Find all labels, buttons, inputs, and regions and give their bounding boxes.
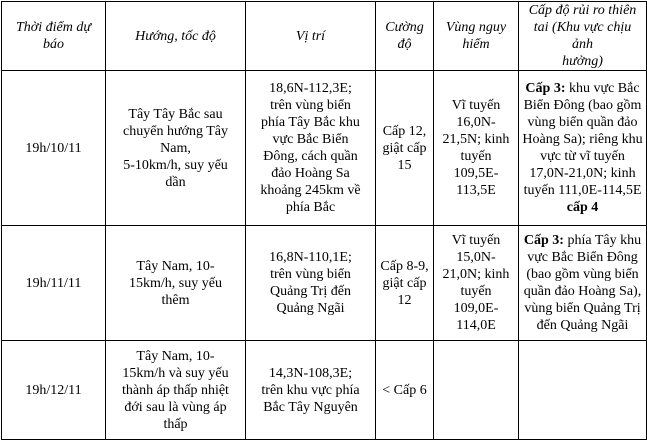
cell-risk bbox=[519, 226, 647, 341]
cell-position: 16,8N-110,1E; trên vùng biển Quảng Trị đến Quảng Ngãi bbox=[246, 226, 376, 341]
cell-direction: Tây Tây Bắc sau chuyển hướng Tây Nam, 5-10km/h, suy yếu dần bbox=[106, 71, 246, 226]
cell-position: 18,6N-112,3E; trên vùng biển phía Tây Bắc khu vực Bắc Biển Đông, cách quần đảo Hoàng Sa khoảng 245km về phía Bắc bbox=[246, 71, 376, 226]
cell-intensity: Cấp 8-9, giật cấp 12 bbox=[376, 226, 434, 341]
table-row bbox=[2, 71, 647, 226]
header-intensity: Cường độ bbox=[376, 2, 434, 71]
cell-danger-zone: Vĩ tuyến 15,0N- 21,0N; kinh tuyến 109,0E- 114,0E bbox=[434, 226, 519, 341]
risk-level-label: Cấp 3: bbox=[525, 81, 566, 96]
cell-time: 19h/11/11 bbox=[2, 226, 106, 341]
cell-danger-zone bbox=[434, 341, 519, 440]
risk-area-text: phía Tây khu vực Bắc Biển Đông (bao gồm vùng biển quần đảo Hoàng Sa), vùng biển Quảng Trị đến Quảng Ngãi bbox=[523, 233, 642, 333]
header-position: Vị trí bbox=[246, 2, 376, 71]
cell-danger-zone: Vĩ tuyến 16,0N- 21,5N; kinh tuyến 109,5E- 113,5E bbox=[434, 71, 519, 226]
risk-level-label: Cấp 3: bbox=[523, 233, 564, 248]
risk-level-label-secondary: cấp 4 bbox=[566, 200, 599, 215]
header-row bbox=[2, 2, 647, 71]
risk-area-text: khu vực Bắc Biển Đông (bao gồm vùng biển quần đảo Hoàng Sa); riêng khu vực từ vĩ tuyến 17,0N-21,0N; kinh tuyến 111,0E-114,5E bbox=[522, 81, 643, 198]
header-direction: Hướng, tốc độ bbox=[106, 2, 246, 71]
cell-time: 19h/10/11 bbox=[2, 71, 106, 226]
cell-direction: Tây Nam, 10- 15km/h, suy yếu thêm bbox=[106, 226, 246, 341]
cell-risk bbox=[519, 341, 647, 440]
table-row bbox=[2, 226, 647, 341]
header-danger-zone: Vùng nguy hiểm bbox=[434, 2, 519, 71]
cell-time: 19h/12/11 bbox=[2, 341, 106, 440]
cell-intensity: < Cấp 6 bbox=[376, 341, 434, 440]
cell-intensity: Cấp 12, giật cấp 15 bbox=[376, 71, 434, 226]
cell-position: 14,3N-108,3E; trên khu vực phía Bắc Tây Nguyên bbox=[246, 341, 376, 440]
header-time: Thời điểm dự báo bbox=[2, 2, 106, 71]
cell-direction: Tây Nam, 10- 15km/h và suy yếu thành áp thấp nhiệt đới sau là vùng áp thấp bbox=[106, 341, 246, 440]
cell-risk bbox=[519, 71, 647, 226]
storm-forecast-table bbox=[1, 1, 647, 440]
table-row bbox=[2, 341, 647, 440]
header-risk: Cấp độ rủi ro thiên tai (Khu vực chịu ảnh hưởng) bbox=[519, 2, 647, 71]
